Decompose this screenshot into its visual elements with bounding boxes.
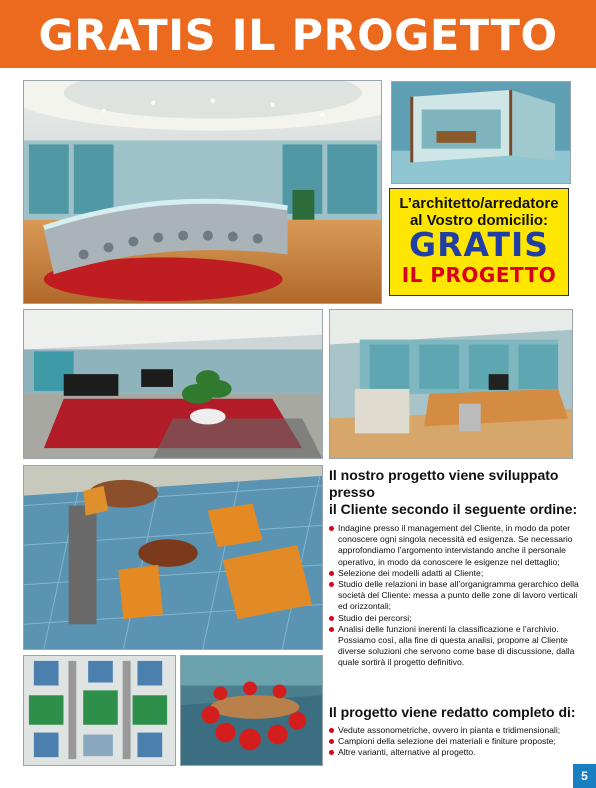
promo-line2: al Vostro domicilio: — [409, 212, 549, 229]
photo-office-desk — [329, 309, 573, 459]
photo-office-cube — [391, 81, 571, 184]
photo-meeting-room — [180, 655, 323, 766]
process-item: Selezione dei modelli adatti al Cliente; — [329, 568, 579, 579]
bullet-icon — [329, 616, 334, 621]
process-item: Indagine presso il management del Cliente, in modo da poter conoscere ogni singola necessità ed esigenza. Se necessario approfondiamo l’argomento intervistando anche il personale operativo, in modo da conoscere le esigenze nel dettaglio; — [329, 523, 579, 568]
bullet-icon — [329, 739, 334, 744]
bullet-icon — [329, 627, 334, 632]
process-continuation: Possiamo così, alla fine di questa analisi, proporre al Cliente diverse soluzioni che servono come base di discussione, dalla quale sortirà il progetto definitivo. — [338, 635, 575, 668]
deliverable-item: Campioni della selezione dei materiali e finiture proposte; — [329, 736, 579, 747]
process-item: Studio delle relazioni in base all’organigramma gerarchico della società del Cliente: messa a punto delle zone di lavoro verticali ed orizzontali; — [329, 579, 579, 613]
process-item: Analisi delle funzioni inerenti la classificazione e l’archivio. — [329, 624, 579, 635]
deliverables-list — [329, 725, 579, 759]
promo-progetto: IL PROGETTO — [401, 263, 557, 287]
deliverable-item: Altre varianti, alternative al progetto. — [329, 747, 579, 758]
bullet-icon — [329, 571, 334, 576]
photo-lobby-reception — [23, 80, 382, 304]
process-item: Studio dei percorsi; — [329, 613, 579, 624]
process-section — [329, 467, 579, 669]
page-title: GRATIS IL PROGETTO — [38, 11, 558, 61]
page-number: 5 — [573, 764, 596, 788]
bullet-icon — [329, 750, 334, 755]
promo-box — [389, 188, 569, 296]
promo-line1: L’architetto/arredatore — [399, 195, 559, 212]
promo-gratis: GRATIS — [408, 225, 550, 264]
photo-lounge — [23, 309, 323, 459]
bullet-icon — [329, 728, 334, 733]
process-heading-line2: il Cliente secondo il seguente ordine: — [329, 501, 578, 517]
bullet-icon — [329, 526, 334, 531]
process-heading-line1: Il nostro progetto viene sviluppato presso — [329, 467, 559, 500]
deliverables-heading: Il progetto viene redatto completo di: — [329, 704, 576, 720]
bullet-icon — [329, 582, 334, 587]
process-list — [329, 523, 579, 635]
deliverable-item: Vedute assonometriche, ovvero in pianta e tridimensionali; — [329, 725, 579, 736]
deliverables-section — [329, 704, 579, 759]
photo-furniture — [23, 465, 323, 650]
photo-floor-plan — [23, 655, 176, 766]
